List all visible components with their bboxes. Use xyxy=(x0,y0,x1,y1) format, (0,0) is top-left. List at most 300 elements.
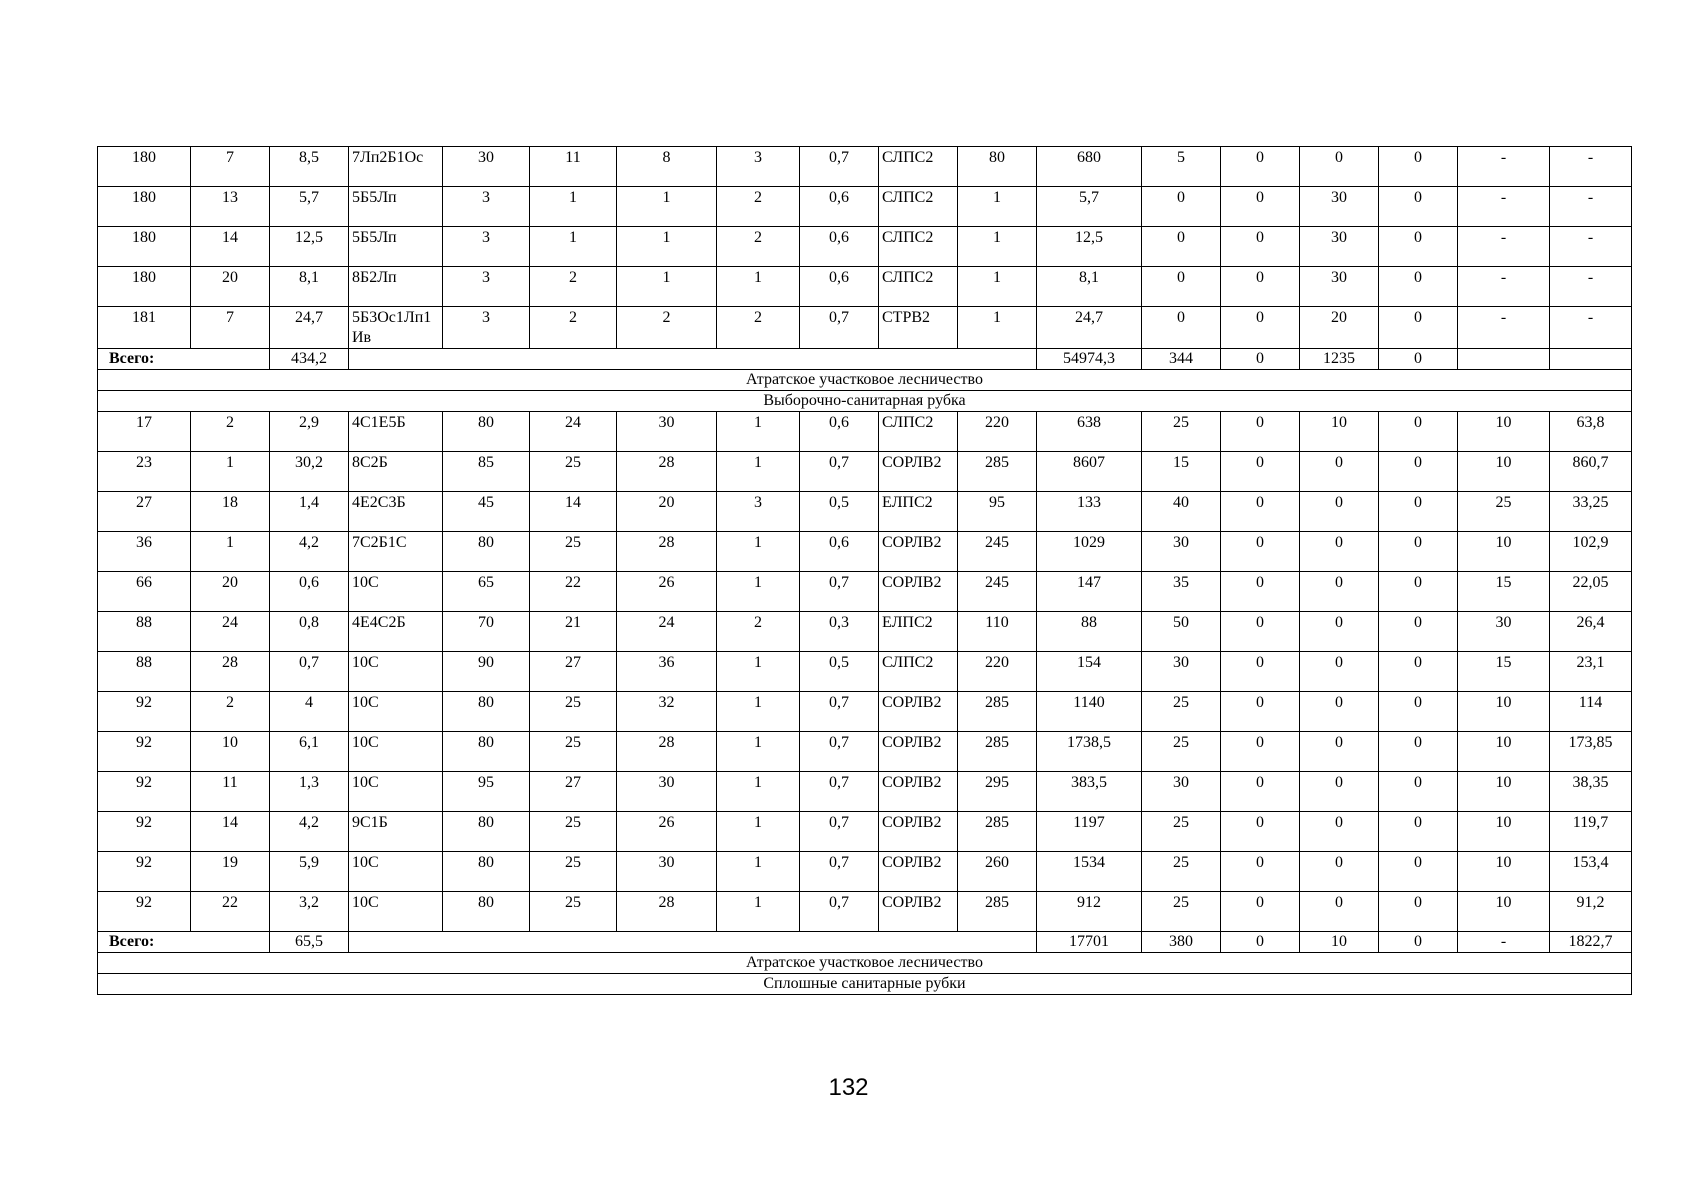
table-cell: 2 xyxy=(191,692,270,732)
table-cell: 10 xyxy=(1458,532,1550,572)
table-cell: - xyxy=(1458,227,1550,267)
table-cell: 0 xyxy=(1300,892,1379,932)
section-heading-row xyxy=(98,370,1632,391)
table-cell: 0 xyxy=(1300,852,1379,892)
table-cell: 7 xyxy=(191,307,270,349)
table-cell: 1197 xyxy=(1037,812,1142,852)
table-cell: 10С xyxy=(349,572,443,612)
table-cell: 0 xyxy=(1300,572,1379,612)
table-cell: 1 xyxy=(717,652,800,692)
total-cell: 17701 xyxy=(1037,932,1142,953)
table-cell: - xyxy=(1458,147,1550,187)
table-cell: СОРЛВ2 xyxy=(879,452,958,492)
table-cell: 30 xyxy=(617,852,717,892)
table-cell: 2 xyxy=(191,412,270,452)
table-cell: 92 xyxy=(98,892,191,932)
table-cell: 26 xyxy=(617,812,717,852)
table-cell: 1 xyxy=(958,227,1037,267)
table-cell: 25 xyxy=(530,452,617,492)
table-cell: 92 xyxy=(98,812,191,852)
table-cell: 25 xyxy=(530,692,617,732)
table-cell: 36 xyxy=(98,532,191,572)
table-cell: СОРЛВ2 xyxy=(879,692,958,732)
table-cell: 5Б5Лп xyxy=(349,187,443,227)
table-cell: 8,1 xyxy=(1037,267,1142,307)
table-cell: 92 xyxy=(98,732,191,772)
total-row xyxy=(98,932,1632,953)
table-cell: 0 xyxy=(1379,452,1458,492)
table-cell: 0 xyxy=(1221,572,1300,612)
table-row xyxy=(98,812,1632,852)
table-row xyxy=(98,772,1632,812)
table-cell: 80 xyxy=(443,732,530,772)
table-cell: 30 xyxy=(1458,612,1550,652)
table-cell: 383,5 xyxy=(1037,772,1142,812)
table-cell: 4Е2С3Б xyxy=(349,492,443,532)
table-cell: 0 xyxy=(1300,772,1379,812)
table-cell: 10 xyxy=(1458,452,1550,492)
table-cell: СОРЛВ2 xyxy=(879,812,958,852)
empty-cell xyxy=(349,932,1037,953)
table-cell: 80 xyxy=(443,812,530,852)
table-cell: 17 xyxy=(98,412,191,452)
table-cell: 638 xyxy=(1037,412,1142,452)
table-cell: 33,25 xyxy=(1550,492,1632,532)
table-cell: 25 xyxy=(1142,892,1221,932)
table-cell: СЛПС2 xyxy=(879,187,958,227)
table-cell: 25 xyxy=(1142,852,1221,892)
table-cell: 19 xyxy=(191,852,270,892)
table-cell: 147 xyxy=(1037,572,1142,612)
total-row xyxy=(98,349,1632,370)
table-cell: 26 xyxy=(617,572,717,612)
table-cell: 90 xyxy=(443,652,530,692)
table-cell: 15 xyxy=(1458,572,1550,612)
table-cell: 1 xyxy=(958,267,1037,307)
table-cell: 0,6 xyxy=(800,227,879,267)
table-cell: 22 xyxy=(191,892,270,932)
table-cell: 0 xyxy=(1221,612,1300,652)
table-row xyxy=(98,147,1632,187)
table-cell: 0 xyxy=(1379,852,1458,892)
table-cell: СОРЛВ2 xyxy=(879,572,958,612)
table-row xyxy=(98,412,1632,452)
table-cell: - xyxy=(1458,307,1550,349)
table-cell: ЕЛПС2 xyxy=(879,612,958,652)
table-cell: 1 xyxy=(717,412,800,452)
table-cell: 14 xyxy=(191,227,270,267)
table-cell: 10 xyxy=(1458,692,1550,732)
table-cell: 0 xyxy=(1221,652,1300,692)
table-cell: 3 xyxy=(717,492,800,532)
table-cell: 80 xyxy=(958,147,1037,187)
table-cell: 1 xyxy=(717,772,800,812)
table-cell: 10С xyxy=(349,652,443,692)
table-row xyxy=(98,492,1632,532)
total-label: Всего: xyxy=(98,932,270,953)
table-cell: 66 xyxy=(98,572,191,612)
table-cell: 114 xyxy=(1550,692,1632,732)
table-cell: 2 xyxy=(717,187,800,227)
section-heading-row xyxy=(98,391,1632,412)
table-cell: 0,7 xyxy=(800,852,879,892)
table-cell: 180 xyxy=(98,147,191,187)
table-cell: 14 xyxy=(530,492,617,532)
table-cell: 14 xyxy=(191,812,270,852)
table-cell: 0,7 xyxy=(800,307,879,349)
table-cell: 88 xyxy=(98,612,191,652)
table-cell: 30 xyxy=(1142,532,1221,572)
table-cell: 36 xyxy=(617,652,717,692)
table-cell: 1 xyxy=(717,452,800,492)
table-cell: 28 xyxy=(191,652,270,692)
table-cell: 25 xyxy=(1142,692,1221,732)
table-cell: 50 xyxy=(1142,612,1221,652)
table-cell: 285 xyxy=(958,692,1037,732)
table-cell: 12,5 xyxy=(1037,227,1142,267)
table-cell: 0 xyxy=(1300,452,1379,492)
table-cell: 285 xyxy=(958,812,1037,852)
table-cell: 8607 xyxy=(1037,452,1142,492)
table-cell: 24,7 xyxy=(270,307,349,349)
table-cell: 0 xyxy=(1221,307,1300,349)
table-cell: 0 xyxy=(1221,532,1300,572)
table-row xyxy=(98,652,1632,692)
table-cell: 1738,5 xyxy=(1037,732,1142,772)
table-cell: 23 xyxy=(98,452,191,492)
table-cell: 32 xyxy=(617,692,717,732)
table-row xyxy=(98,732,1632,772)
table-cell: 0 xyxy=(1379,147,1458,187)
table-cell: 680 xyxy=(1037,147,1142,187)
total-cell: 344 xyxy=(1142,349,1221,370)
table-cell: 30 xyxy=(617,412,717,452)
table-cell: 0 xyxy=(1221,187,1300,227)
table-cell: 0 xyxy=(1300,732,1379,772)
table-cell: 0,7 xyxy=(800,772,879,812)
table-cell: 0 xyxy=(1379,892,1458,932)
table-cell: 0,6 xyxy=(800,532,879,572)
table-cell: 30 xyxy=(443,147,530,187)
table-cell: 3,2 xyxy=(270,892,349,932)
table-cell: 0,6 xyxy=(800,187,879,227)
table-row xyxy=(98,227,1632,267)
table-cell: 10С xyxy=(349,892,443,932)
table-cell: 0 xyxy=(1379,812,1458,852)
table-cell: СЛПС2 xyxy=(879,652,958,692)
table-cell: 0 xyxy=(1300,147,1379,187)
total-area: 65,5 xyxy=(270,932,349,953)
table-cell: 10 xyxy=(1458,852,1550,892)
table-cell: - xyxy=(1458,187,1550,227)
total-cell: - xyxy=(1458,932,1550,953)
total-cell: 1235 xyxy=(1300,349,1379,370)
table-cell: 0,7 xyxy=(800,732,879,772)
table-cell: 10 xyxy=(1300,412,1379,452)
table-cell: 0,7 xyxy=(800,812,879,852)
table-cell: 0 xyxy=(1379,412,1458,452)
table-cell: - xyxy=(1550,187,1632,227)
table-cell: - xyxy=(1550,147,1632,187)
table-cell: 88 xyxy=(1037,612,1142,652)
section-heading-row xyxy=(98,953,1632,974)
table-cell: 25 xyxy=(1142,732,1221,772)
table-cell: 0 xyxy=(1142,187,1221,227)
table-cell: 88 xyxy=(98,652,191,692)
table-cell: 21 xyxy=(530,612,617,652)
table-cell: 28 xyxy=(617,532,717,572)
table-cell: 0 xyxy=(1379,572,1458,612)
table-cell: 0,7 xyxy=(800,572,879,612)
table-cell: 7 xyxy=(191,147,270,187)
table-cell: 0 xyxy=(1142,267,1221,307)
table-cell: 80 xyxy=(443,412,530,452)
table-cell: 28 xyxy=(617,892,717,932)
table-cell: 0,6 xyxy=(800,412,879,452)
table-row xyxy=(98,532,1632,572)
table-cell: 0 xyxy=(1142,227,1221,267)
table-cell: 260 xyxy=(958,852,1037,892)
table-cell: 0,7 xyxy=(800,147,879,187)
total-area: 434,2 xyxy=(270,349,349,370)
table-cell: 119,7 xyxy=(1550,812,1632,852)
table-cell: 3 xyxy=(717,147,800,187)
table-cell: 20 xyxy=(1300,307,1379,349)
table-cell: 10 xyxy=(191,732,270,772)
total-label: Всего: xyxy=(98,349,270,370)
table-cell: 4,2 xyxy=(270,812,349,852)
table-cell: 0 xyxy=(1221,772,1300,812)
total-cell: 54974,3 xyxy=(1037,349,1142,370)
table-cell: 25 xyxy=(530,812,617,852)
table-cell: 65 xyxy=(443,572,530,612)
forest-inventory-table xyxy=(97,146,1632,995)
table-cell: 8Б2Лп xyxy=(349,267,443,307)
table-cell: 1 xyxy=(717,732,800,772)
table-cell: 285 xyxy=(958,452,1037,492)
table-cell: 25 xyxy=(1142,812,1221,852)
table-cell: 0 xyxy=(1221,852,1300,892)
table-cell: 40 xyxy=(1142,492,1221,532)
table-cell: 2 xyxy=(530,307,617,349)
table-cell: 1 xyxy=(617,227,717,267)
table-cell: 95 xyxy=(958,492,1037,532)
table-cell: 2 xyxy=(617,307,717,349)
table-cell: 5Б3Ос1Лп1Ив xyxy=(349,307,443,349)
table-cell: 25 xyxy=(530,892,617,932)
table-cell: 30 xyxy=(617,772,717,812)
table-cell: СОРЛВ2 xyxy=(879,772,958,812)
table-cell: 80 xyxy=(443,892,530,932)
table-cell: 0 xyxy=(1379,307,1458,349)
table-cell: 3 xyxy=(443,187,530,227)
table-cell: 0 xyxy=(1221,692,1300,732)
table-cell: 30,2 xyxy=(270,452,349,492)
table-cell: 0 xyxy=(1221,147,1300,187)
table-cell: 2 xyxy=(717,227,800,267)
table-cell: СОРЛВ2 xyxy=(879,532,958,572)
table-cell: 0 xyxy=(1379,187,1458,227)
table-cell: 10 xyxy=(1458,812,1550,852)
table-cell: 5,7 xyxy=(1037,187,1142,227)
table-cell: 70 xyxy=(443,612,530,652)
table-row xyxy=(98,452,1632,492)
table-cell: 1 xyxy=(717,267,800,307)
table-cell: 0,5 xyxy=(800,492,879,532)
table-cell: 27 xyxy=(98,492,191,532)
table-cell: 1,4 xyxy=(270,492,349,532)
table-cell: 45 xyxy=(443,492,530,532)
table-row xyxy=(98,187,1632,227)
table-cell: 0 xyxy=(1379,692,1458,732)
table-cell: 91,2 xyxy=(1550,892,1632,932)
table-cell: 0 xyxy=(1379,772,1458,812)
table-cell: 295 xyxy=(958,772,1037,812)
table-cell: 285 xyxy=(958,892,1037,932)
section-heading-row xyxy=(98,974,1632,995)
table-cell: 8 xyxy=(617,147,717,187)
table-cell: 35 xyxy=(1142,572,1221,612)
table-cell: 30 xyxy=(1300,267,1379,307)
table-cell: 11 xyxy=(530,147,617,187)
table-cell: 25 xyxy=(530,532,617,572)
table-cell: 1140 xyxy=(1037,692,1142,732)
table-cell: 1 xyxy=(717,892,800,932)
total-cell: 1822,7 xyxy=(1550,932,1632,953)
table-cell: ЕЛПС2 xyxy=(879,492,958,532)
total-cell xyxy=(1550,349,1632,370)
table-cell: 0,5 xyxy=(800,652,879,692)
total-cell: 10 xyxy=(1300,932,1379,953)
table-cell: 4Е4С2Б xyxy=(349,612,443,652)
table-cell: 912 xyxy=(1037,892,1142,932)
table-cell: 2 xyxy=(717,612,800,652)
table-cell: 1 xyxy=(617,187,717,227)
table-cell: 1029 xyxy=(1037,532,1142,572)
table-cell: 20 xyxy=(617,492,717,532)
table-cell: 180 xyxy=(98,267,191,307)
table-cell: 25 xyxy=(1142,412,1221,452)
table-cell: 8,5 xyxy=(270,147,349,187)
table-cell: 0 xyxy=(1300,812,1379,852)
table-cell: 13 xyxy=(191,187,270,227)
table-cell: 3 xyxy=(443,267,530,307)
table-cell: 15 xyxy=(1142,452,1221,492)
table-cell: 10С xyxy=(349,772,443,812)
table-cell: СТРВ2 xyxy=(879,307,958,349)
table-cell: СЛПС2 xyxy=(879,227,958,267)
total-cell xyxy=(1458,349,1550,370)
table-cell: 102,9 xyxy=(1550,532,1632,572)
table-cell: 10 xyxy=(1458,892,1550,932)
table-cell: 0,6 xyxy=(270,572,349,612)
table-cell: 4С1Е5Б xyxy=(349,412,443,452)
table-cell: 220 xyxy=(958,412,1037,452)
table-cell: 20 xyxy=(191,267,270,307)
table-cell: 0 xyxy=(1142,307,1221,349)
table-cell: 1 xyxy=(717,812,800,852)
table-cell: 38,35 xyxy=(1550,772,1632,812)
table-cell: СОРЛВ2 xyxy=(879,892,958,932)
table-cell: 24 xyxy=(191,612,270,652)
table-cell: 9С1Б xyxy=(349,812,443,852)
table-cell: 0,7 xyxy=(800,452,879,492)
section-heading: Атратское участковое лесничество xyxy=(98,370,1632,391)
table-cell: СЛПС2 xyxy=(879,147,958,187)
table-cell: 173,85 xyxy=(1550,732,1632,772)
table-cell: 0,7 xyxy=(270,652,349,692)
table-row xyxy=(98,612,1632,652)
table-cell: 1534 xyxy=(1037,852,1142,892)
table-cell: 92 xyxy=(98,852,191,892)
total-cell: 380 xyxy=(1142,932,1221,953)
table-cell: 10 xyxy=(1458,772,1550,812)
table-cell: 24 xyxy=(617,612,717,652)
table-cell: 0 xyxy=(1379,612,1458,652)
table-cell: 860,7 xyxy=(1550,452,1632,492)
table-cell: 26,4 xyxy=(1550,612,1632,652)
table-cell: 85 xyxy=(443,452,530,492)
table-cell: 1 xyxy=(530,187,617,227)
table-cell: 5,9 xyxy=(270,852,349,892)
table-cell: СОРЛВ2 xyxy=(879,732,958,772)
table-cell: 23,1 xyxy=(1550,652,1632,692)
table-cell: 0 xyxy=(1300,652,1379,692)
table-cell: - xyxy=(1550,227,1632,267)
table-cell: 4 xyxy=(270,692,349,732)
table-cell: 20 xyxy=(191,572,270,612)
table-cell: 285 xyxy=(958,732,1037,772)
table-cell: 6,1 xyxy=(270,732,349,772)
table-cell: 4,2 xyxy=(270,532,349,572)
table-cell: 30 xyxy=(1142,772,1221,812)
table-cell: 1,3 xyxy=(270,772,349,812)
table-cell: 2 xyxy=(717,307,800,349)
table-cell: 1 xyxy=(617,267,717,307)
table-cell: 10С xyxy=(349,692,443,732)
table-cell: 0,7 xyxy=(800,892,879,932)
table-cell: 30 xyxy=(1300,187,1379,227)
table-cell: 27 xyxy=(530,772,617,812)
table-cell: 7Лп2Б1Ос xyxy=(349,147,443,187)
table-cell: 0 xyxy=(1221,267,1300,307)
table-cell: 1 xyxy=(958,307,1037,349)
table-cell: 1 xyxy=(717,692,800,732)
table-cell: 0,7 xyxy=(800,692,879,732)
table-cell: 0 xyxy=(1300,612,1379,652)
section-heading: Выборочно-санитарная рубка xyxy=(98,391,1632,412)
table-cell: 133 xyxy=(1037,492,1142,532)
table-row xyxy=(98,852,1632,892)
section-heading: Сплошные санитарные рубки xyxy=(98,974,1632,995)
section-heading: Атратское участковое лесничество xyxy=(98,953,1632,974)
table-cell: 80 xyxy=(443,532,530,572)
table-cell: 0 xyxy=(1379,652,1458,692)
table-cell: 153,4 xyxy=(1550,852,1632,892)
table-cell: 5 xyxy=(1142,147,1221,187)
table-cell: 0 xyxy=(1379,532,1458,572)
table-cell: 154 xyxy=(1037,652,1142,692)
table-cell: 0 xyxy=(1221,412,1300,452)
table-cell: 3 xyxy=(443,307,530,349)
empty-cell xyxy=(349,349,1037,370)
table-cell: 30 xyxy=(1300,227,1379,267)
table-cell: 0 xyxy=(1300,492,1379,532)
table-cell: 80 xyxy=(443,852,530,892)
table-cell: 1 xyxy=(958,187,1037,227)
table-cell: 3 xyxy=(443,227,530,267)
table-cell: 1 xyxy=(191,452,270,492)
